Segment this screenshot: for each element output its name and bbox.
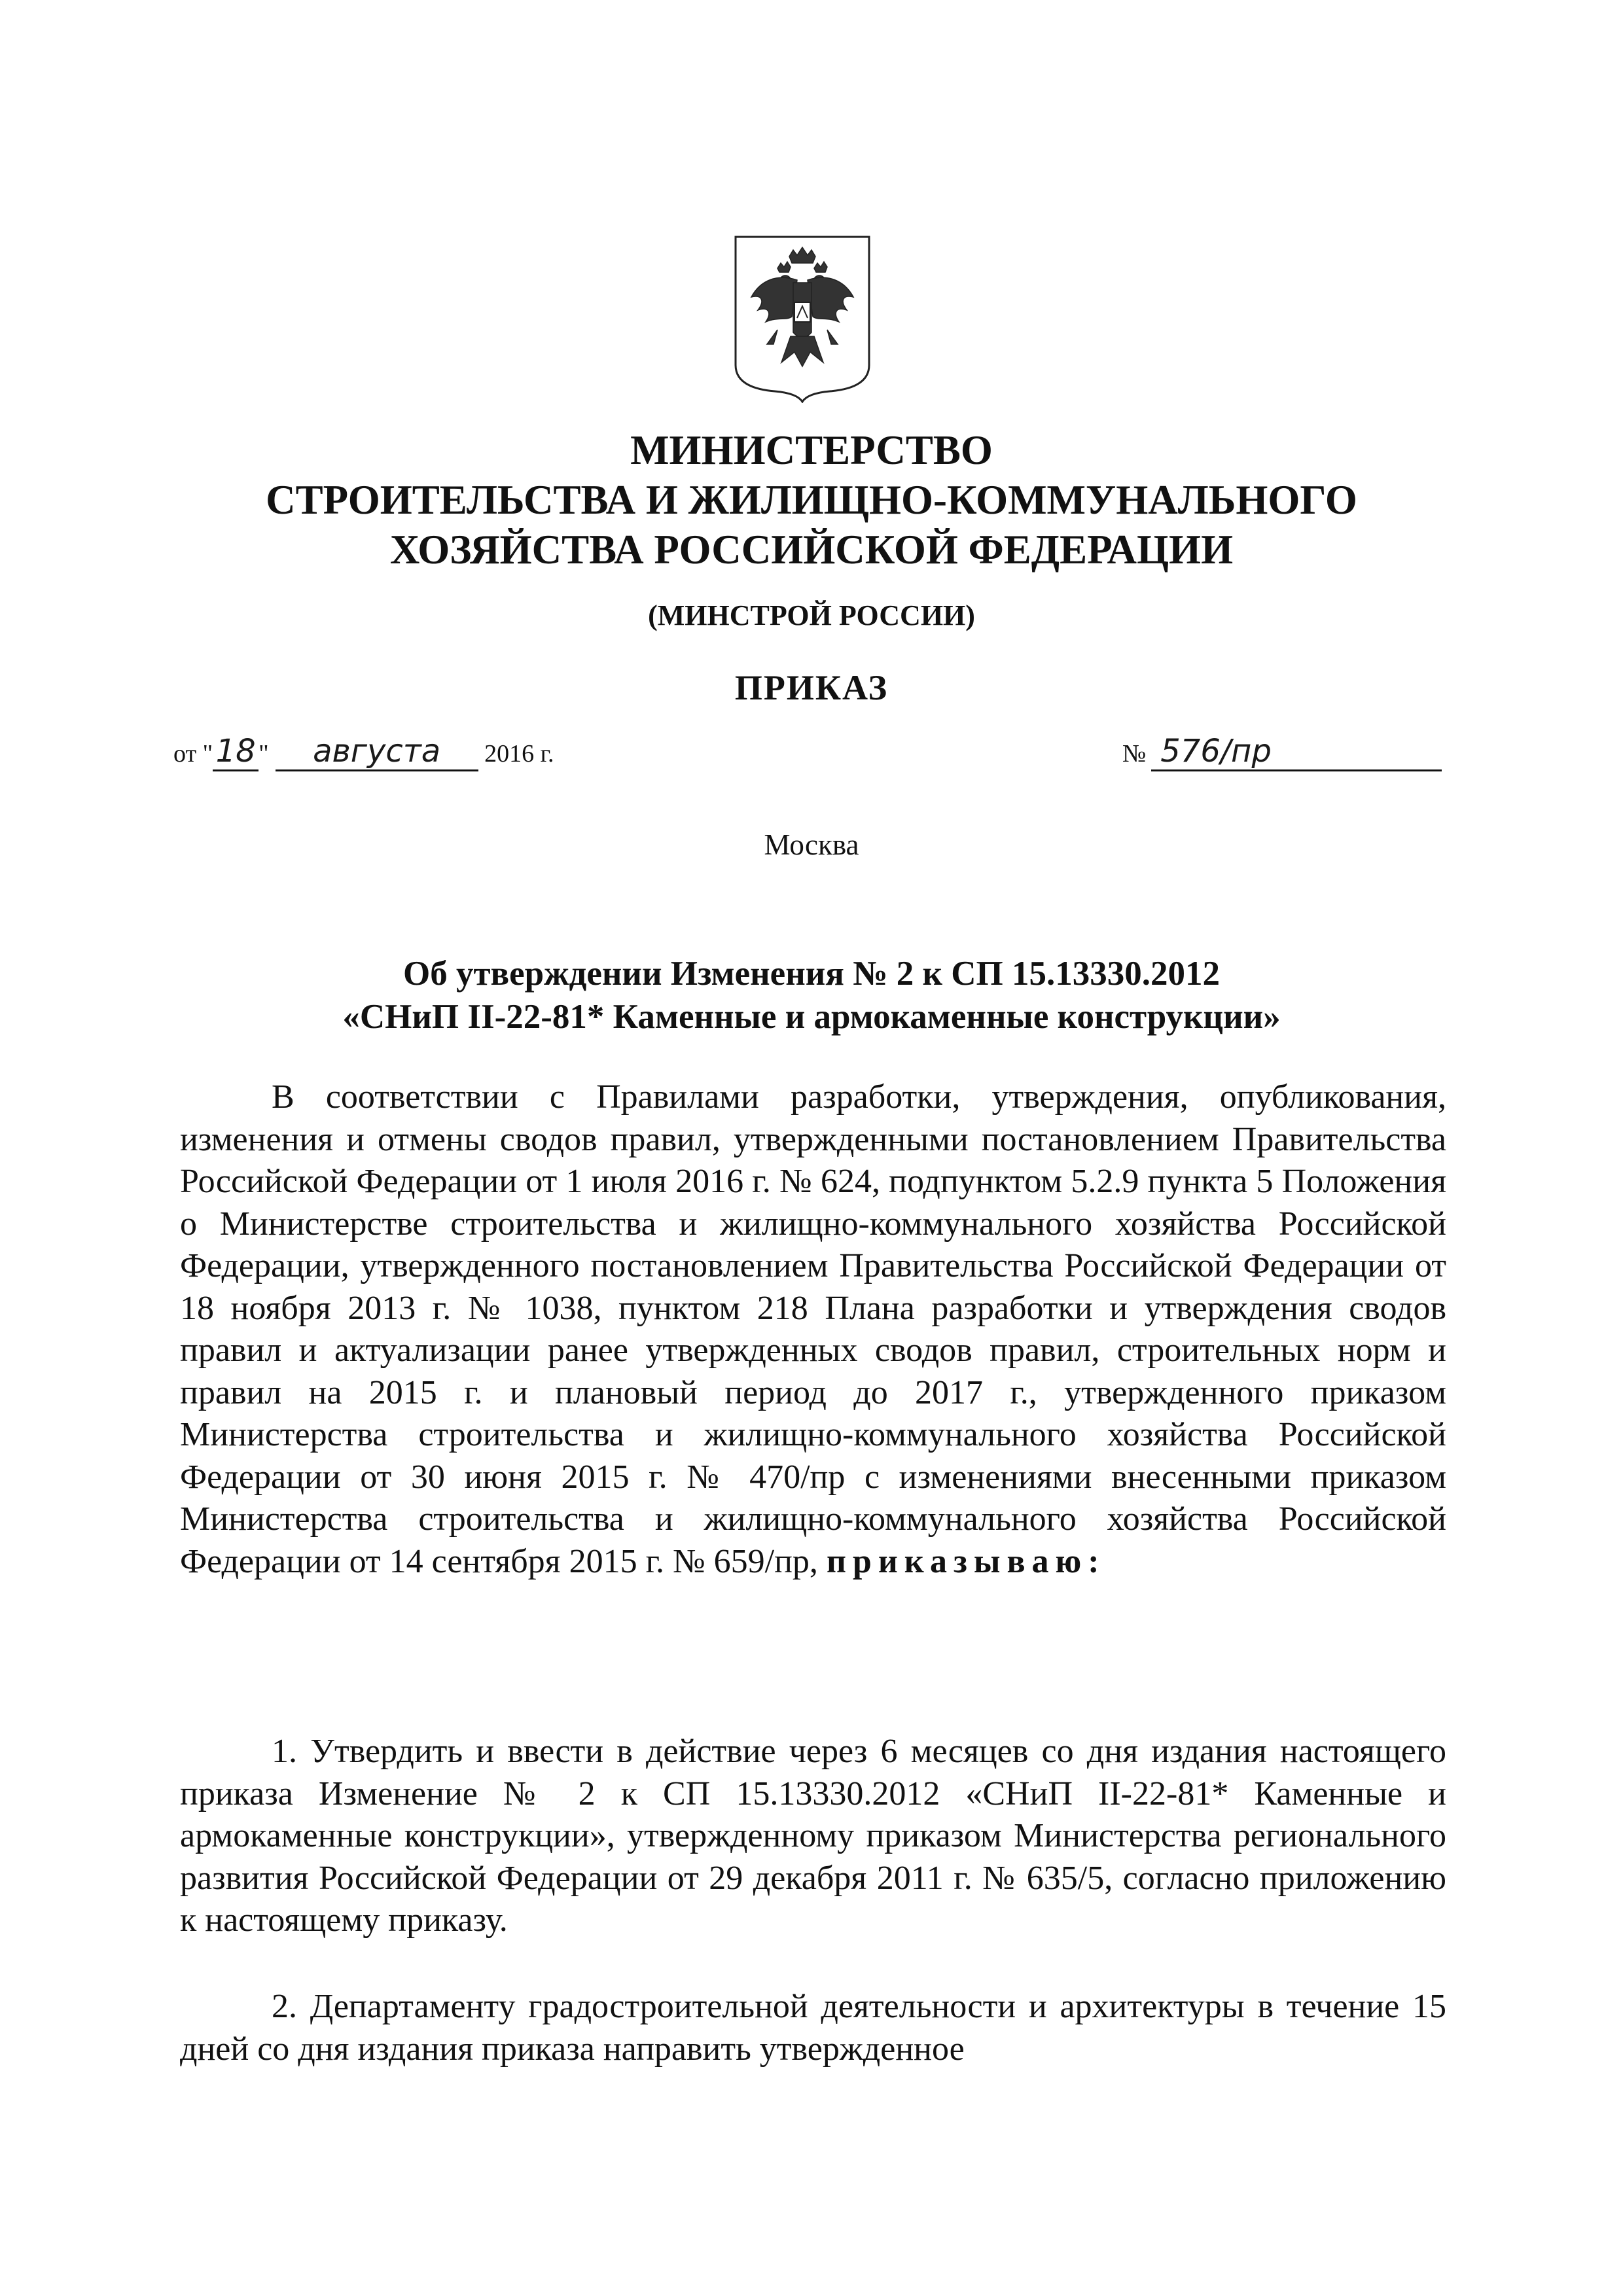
item-1-text: 1. Утвердить и ввести в действие через 6 месяцев со дня издания настоящего приказа Изменение № 2 к СП 15.13330.2012 «СНиП II-22-81* Каменные и армокаменные конструкции», утвержденному приказом Министерства регионального развития Российской Федерации от 29 декабря 2011 г. № 635/5, согласно приложению к настоящему приказу.: [180, 1733, 1446, 1939]
date-month: августа: [276, 733, 478, 771]
document-type: ПРИКАЗ: [734, 668, 889, 707]
order-word: приказываю:: [826, 1542, 1106, 1580]
date-prefix: от ": [173, 740, 213, 768]
preamble-text: В соответствии с Правилами разработки, утверждения, опубликования, изменения и отмены сводов правил, утвержденными постановлением Правительства Российской Федерации от 1 июля 2016 г. № 624, подпунктом 5.2.9 пункта 5 Положения о Министерстве строительства и жилищно-коммунального хозяйства Российской Федерации, утвержденного постановлением Правительства Российской Федерации от 18 ноября 2013 г. № 1038, пунктом 218 Плана разработки и утверждения сводов правил и актуализации ранее утвержденных сводов правил, строительных норм и правил на 2015 г. и плановый период до 2017 г., утвержденного приказом Министерства строительства и жилищно-коммунального хозяйства Российской Федерации от 30 июня 2015 г. № 470/пр с изменениями внесенными приказом Министерства строительства и жилищно-коммунального хозяйства Российской Федерации от 14 сентября 2015 г. № 659/пр,: [180, 1078, 1446, 1580]
title-line-2: «СНиП II-22-81* Каменные и армокаменные конструкции»: [342, 998, 1281, 1036]
city: Москва: [764, 828, 859, 861]
ministry-line-2: СТРОИТЕЛЬСТВА И ЖИЛИЩНО-КОММУНАЛЬНОГО: [266, 477, 1357, 523]
ministry-name: [0, 425, 1623, 574]
order-date: [173, 733, 554, 771]
preamble: [180, 1076, 1446, 1583]
number-value: 576/пр: [1151, 733, 1442, 771]
ministry-line-1: МИНИСТЕРСТВО: [630, 427, 993, 473]
title-line-1: Об утверждении Изменения № 2 к СП 15.13330.2012: [402, 955, 1220, 993]
date-quote: ": [259, 740, 269, 768]
item-2-text: 2. Департаменту градостроительной деятельности и архитектуры в течение 15 дней со дня издания приказа направить утвержденное: [180, 1988, 1446, 2068]
coat-of-arms-icon: [732, 234, 873, 403]
ministry-short-name: (МИНСТРОЙ РОССИИ): [648, 599, 975, 631]
order-item-1: [180, 1731, 1446, 1942]
order-number: [1122, 733, 1442, 771]
number-prefix: №: [1122, 740, 1147, 768]
date-day: 18: [213, 733, 259, 771]
ministry-line-3: ХОЗЯЙСТВА РОССИЙСКОЙ ФЕДЕРАЦИИ: [389, 527, 1234, 573]
date-year: 2016 г.: [484, 740, 554, 768]
document-title: [0, 952, 1623, 1038]
order-item-2: [180, 1986, 1446, 2070]
